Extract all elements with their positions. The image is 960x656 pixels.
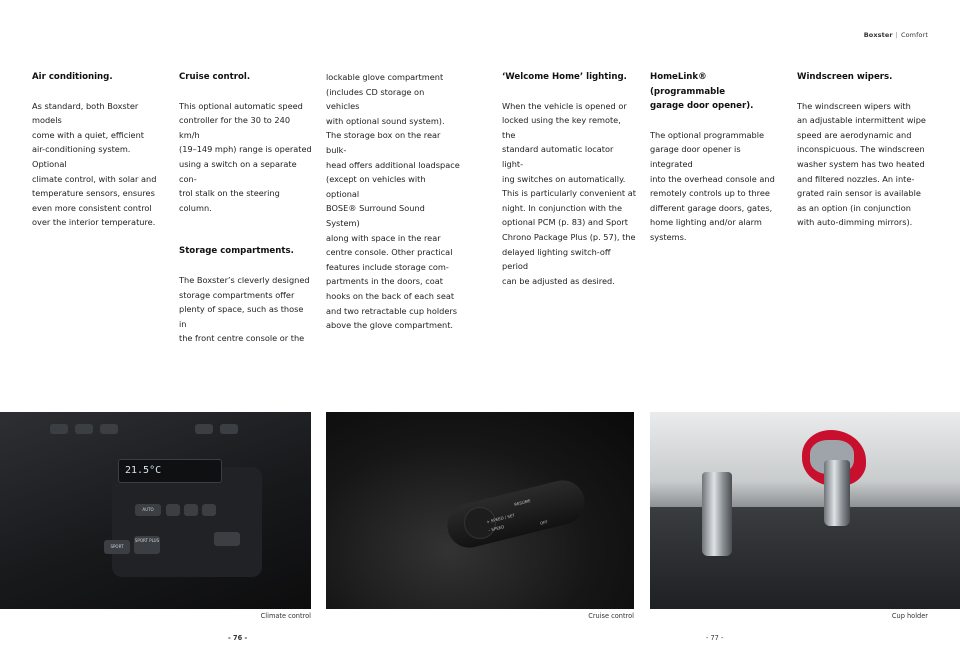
sport-plus-button: SPORT PLUS: [134, 536, 160, 554]
line: come with a quiet, efficient: [32, 129, 144, 140]
line: temperature sensors, ensures: [32, 188, 155, 199]
line: Chrono Package Plus (p. 57), the: [502, 231, 636, 242]
page-number-right: - 77 -: [706, 634, 724, 642]
text-cruise-control: [179, 99, 313, 216]
header-section: Comfort: [900, 31, 928, 39]
line: delayed lighting switch-off period: [502, 246, 611, 272]
storage-block: [179, 244, 313, 346]
cruise-control-photo: [326, 412, 634, 609]
line: controller for the 30 to 240 km/h: [179, 115, 291, 140]
line: The windscreen wipers with: [797, 100, 911, 111]
heading-homelink: [650, 70, 784, 114]
text-storage-continued: [326, 70, 460, 333]
line: into the overhead console and: [650, 173, 775, 184]
stalk-label: OFF: [539, 519, 549, 526]
line: (except on vehicles with optional: [326, 174, 426, 199]
line: (19–149 mph) range is operated: [179, 144, 312, 155]
caption-cruise-control: Cruise control: [588, 612, 634, 620]
line: partments in the doors, coat: [326, 276, 443, 287]
column-windscreen-wipers: [797, 70, 931, 230]
line: with auto-dimming mirrors).: [797, 217, 913, 228]
caption-climate-control: Climate control: [260, 612, 311, 620]
line: and two retractable cup holders: [326, 305, 458, 316]
column-storage-continued: [326, 70, 460, 333]
line: speed are aerodynamic and: [797, 129, 912, 140]
line: hooks on the back of each seat: [326, 290, 455, 301]
climate-control-photo: [0, 412, 311, 609]
text-homelink: [650, 128, 784, 245]
line: along with space in the rear: [326, 232, 441, 243]
line: When the vehicle is opened or: [502, 100, 627, 111]
heading-line: garage door opener).: [650, 101, 754, 112]
column-homelink: [650, 70, 784, 245]
line: As standard, both Boxster models: [32, 100, 139, 126]
line: ing switches on automatically.: [502, 173, 626, 184]
line: grated rain sensor is available: [797, 188, 921, 199]
cup-right: [824, 460, 850, 526]
line: trol stalk on the steering column.: [179, 188, 280, 213]
heading-windscreen-wipers: Windscreen wipers.: [797, 72, 893, 82]
line: using a switch on a separate con-: [179, 158, 297, 184]
line: climate control, with solar and: [32, 173, 157, 184]
line: as an option (in conjunction: [797, 202, 911, 213]
cup-left: [702, 472, 732, 556]
text-storage-compartments: [179, 273, 313, 346]
line: The Boxster’s cleverly designed: [179, 274, 310, 285]
line: an adjustable intermittent wipe: [797, 115, 926, 126]
top-button: [220, 424, 238, 434]
heading-welcome-home: ‘Welcome Home’ lighting.: [502, 72, 627, 82]
airflow-button: [184, 504, 198, 516]
page-header: [864, 31, 928, 39]
line: over the interior temperature.: [32, 217, 156, 228]
fan-button: [166, 504, 180, 516]
line: even more consistent control: [32, 202, 152, 213]
stalk-label: RESUME: [513, 498, 532, 507]
cup-holder-photo: [650, 412, 960, 609]
line: storage compartments offer: [179, 289, 295, 300]
header-brand: Boxster: [863, 31, 893, 39]
sport-button: SPORT: [104, 540, 130, 554]
line: This is particularly convenient at: [502, 188, 636, 199]
line: head offers additional loadspace: [326, 159, 460, 170]
heading-storage-compartments: Storage compartments.: [179, 246, 294, 257]
line: air-conditioning system. Optional: [32, 144, 131, 169]
text-welcome-home: [502, 99, 636, 289]
line: remotely controls up to three: [650, 188, 770, 199]
top-button: [100, 424, 118, 434]
text-windscreen-wipers: [797, 99, 931, 230]
top-button: [195, 424, 213, 434]
climate-display: 21.5°C: [118, 459, 222, 483]
column-cruise-storage: [179, 70, 313, 346]
auto-button: AUTO: [135, 504, 161, 516]
line: optional PCM (p. 83) and Sport: [502, 217, 628, 228]
seat-heat-button: [214, 532, 240, 546]
line: night. In conjunction with the: [502, 202, 623, 213]
line: inconspicuous. The windscreen: [797, 144, 925, 155]
stalk-label: – SPEED: [487, 524, 505, 533]
top-button: [50, 424, 68, 434]
column-air-conditioning: [32, 70, 166, 230]
page-number-left: - 76 -: [228, 634, 248, 642]
line: This optional automatic speed: [179, 100, 303, 111]
line: centre console. Other practical: [326, 247, 453, 258]
top-button: [75, 424, 93, 434]
stalk-label: + SPEED / SET: [485, 512, 516, 525]
line: with optional sound system).: [326, 115, 445, 126]
heading-cruise-control: Cruise control.: [179, 72, 251, 82]
heading-air-conditioning: Air conditioning.: [32, 72, 113, 82]
caption-cup-holder: Cup holder: [891, 612, 928, 620]
line: BOSE® Surround Sound System): [326, 203, 425, 228]
text-air-conditioning: [32, 99, 166, 230]
column-welcome-home: [502, 70, 636, 288]
line: locked using the key remote, the: [502, 115, 621, 140]
recirc-button: [202, 504, 216, 516]
line: the front centre console or the: [179, 333, 305, 344]
line: The optional programmable: [650, 129, 765, 140]
line: garage door opener is integrated: [650, 144, 741, 169]
heading-line: HomeLink® (programmable: [650, 72, 726, 97]
line: features include storage com-: [326, 261, 449, 272]
line: different garage doors, gates,: [650, 202, 773, 213]
header-separator: |: [895, 31, 898, 39]
line: plenty of space, such as those in: [179, 304, 304, 329]
line: washer system has two heated: [797, 158, 925, 169]
line: systems.: [650, 231, 687, 242]
line: and filtered nozzles. An inte-: [797, 173, 915, 184]
line: can be adjusted as desired.: [502, 275, 615, 286]
line: lockable glove compartment: [326, 72, 444, 82]
dashboard: [650, 507, 960, 609]
cruise-stalk: [443, 476, 589, 553]
line: home lighting and/or alarm: [650, 217, 762, 228]
line: above the glove compartment.: [326, 320, 454, 331]
line: (includes CD storage on vehicles: [326, 86, 425, 112]
climate-panel: [112, 467, 262, 577]
line: The storage box on the rear bulk-: [326, 130, 441, 155]
line: standard automatic locator light-: [502, 144, 614, 169]
